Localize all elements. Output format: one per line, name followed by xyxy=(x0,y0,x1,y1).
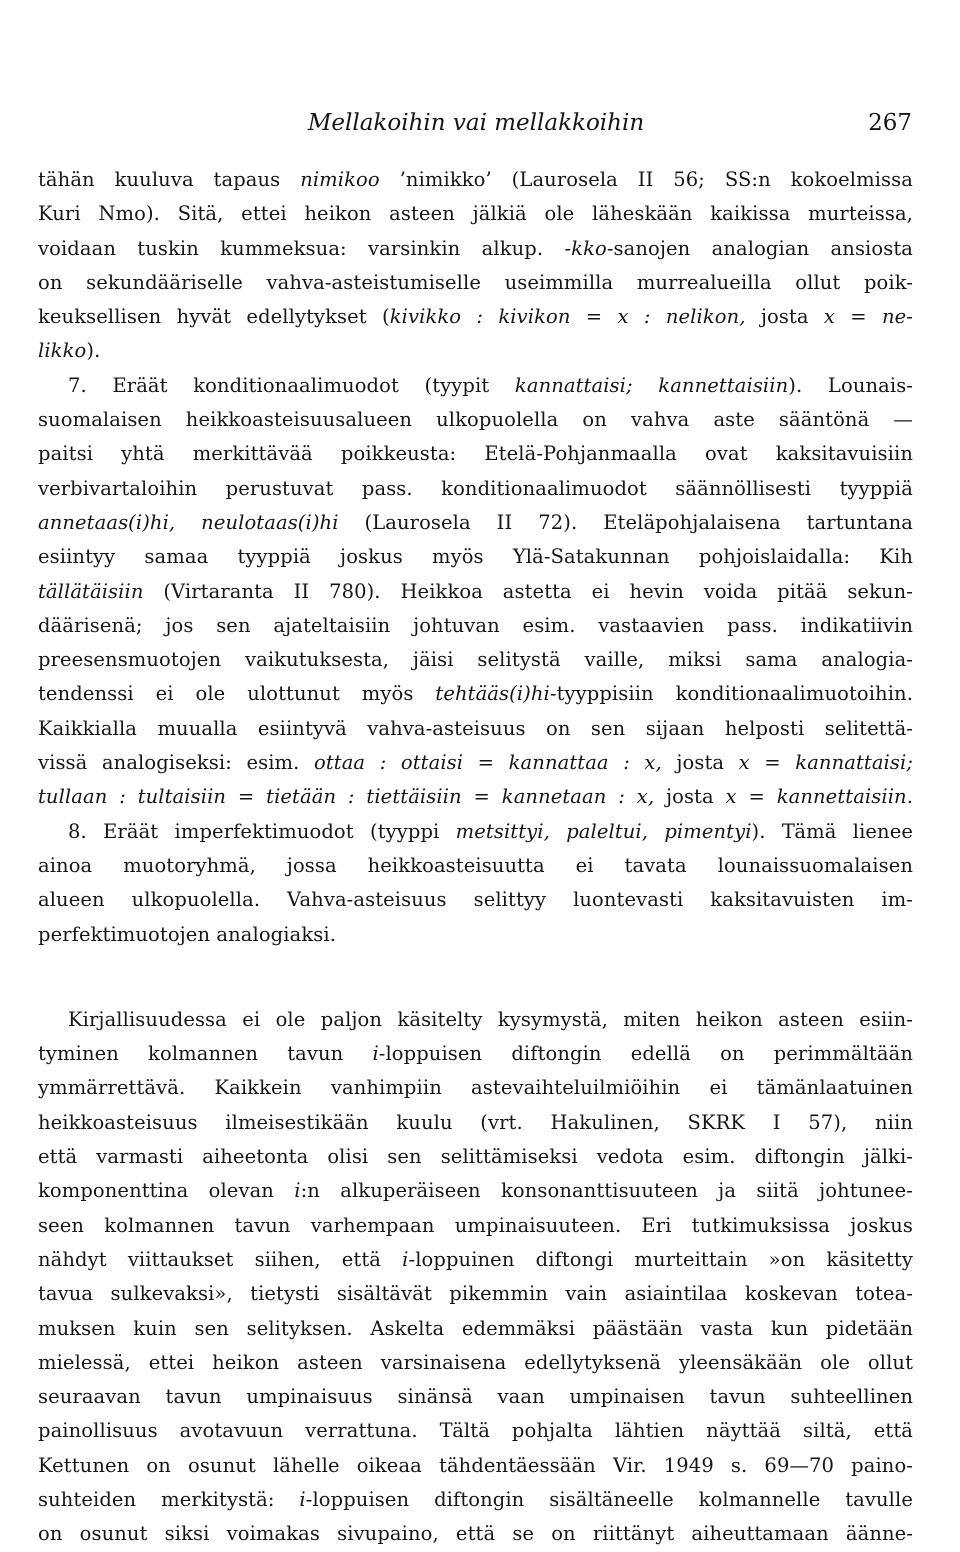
text-line xyxy=(38,506,913,540)
text-segment: Kettunen on osunut lähelle oikeaa tähdentäessään Vir. 1949 s. 69—70 paino- xyxy=(38,1453,913,1477)
text-line xyxy=(38,1003,913,1037)
text-segment: ). Lounais- xyxy=(788,373,913,397)
text-line xyxy=(38,1312,913,1346)
text-line xyxy=(38,1346,913,1380)
text-line xyxy=(38,369,913,403)
italic-text: tullaan : tultaisiin = tietään : tiettäisiin = kannetaan : x, xyxy=(38,785,655,809)
text-segment: ymmärrettävä. Kaikkein vanhimpiin astevaihteluilmiöihin ei tämänlaatuinen xyxy=(38,1076,913,1100)
text-segment: 8. Eräät imperfektimuodot (tyyppi xyxy=(68,819,456,843)
text-segment: josta xyxy=(745,305,824,329)
text-line xyxy=(38,437,913,471)
text-segment: voidaan tuskin kummeksua: varsinkin alkup. xyxy=(38,236,565,260)
text-segment: -loppuinen diftongi murteittain »on käsitetty xyxy=(408,1247,913,1271)
italic-text: metsittyi, paleltui, pimentyi xyxy=(455,819,752,843)
text-segment: preesensmuotojen vaikutuksesta, jäisi selitystä vaille, miksi sama analogia- xyxy=(38,648,913,672)
text-line xyxy=(38,1174,913,1208)
italic-text: tällätäisiin xyxy=(38,579,144,603)
text-segment: ). Tämä lienee xyxy=(751,819,913,843)
text-line xyxy=(38,780,913,814)
text-segment: vissä analogiseksi: esim. xyxy=(38,751,314,775)
italic-text: -kko xyxy=(564,236,607,260)
running-title: Mellakoihin vai mellakkoihin xyxy=(307,110,645,136)
text-segment: tavua sulkevaksi», tietysti sisältävät pikemmin vain asiaintilaa koskevan totea- xyxy=(38,1282,913,1306)
text-line xyxy=(38,883,913,917)
text-line xyxy=(38,1277,913,1311)
italic-text: x = ne- xyxy=(823,305,913,329)
text-segment: josta xyxy=(661,751,739,775)
text-line xyxy=(38,1037,913,1071)
text-segment: Kuri Nmo). Sitä, ettei heikon asteen jälkiä ole läheskään kaikissa murteissa, xyxy=(38,202,913,226)
text-segment: (Virtaranta II 780). Heikkoa astetta ei hevin voida pitää sekun- xyxy=(143,579,913,603)
text-line xyxy=(38,1449,913,1483)
text-line xyxy=(38,163,913,197)
text-line xyxy=(38,1483,913,1517)
text-line xyxy=(38,575,913,609)
text-line xyxy=(38,232,913,266)
text-segment: josta xyxy=(654,785,726,809)
text-segment: on sekundääriselle vahva-asteistumiselle useimmilla murrealueilla ollut poik- xyxy=(38,270,913,294)
text-segment: muksen kuin sen selityksen. Askelta edemmäksi päästään vasta kun pidetään xyxy=(38,1316,913,1340)
text-line xyxy=(38,746,913,780)
text-segment: mielessä, ettei heikon asteen varsinaisena edellytyksenä yleensäkään ole ollut xyxy=(38,1350,913,1374)
text-segment: on osunut siksi voimakas sivupaino, että se on riittänyt aiheuttamaan äänne- xyxy=(38,1522,913,1546)
text-segment: heikkoasteisuus ilmeisestikään kuulu (vrt. Hakulinen, SKRK I 57), niin xyxy=(38,1110,913,1134)
text-segment: Kirjallisuudessa ei ole paljon käsitelty kysymystä, miten heikon asteen esiin- xyxy=(68,1007,913,1031)
text-line xyxy=(38,815,913,849)
paragraph-gap xyxy=(38,952,913,1003)
text-line xyxy=(38,266,913,300)
text-segment: -loppuisen diftongin sisältäneelle kolmannelle tavulle xyxy=(305,1487,913,1511)
italic-text: nimikoo xyxy=(300,168,380,191)
text-line xyxy=(38,712,913,746)
text-segment: seuraavan tavun umpinaisuus sinänsä vaan umpinaisen tavun suhteellinen xyxy=(38,1385,913,1409)
text-segment: ’nimikko’ (Laurosela II 56; SS:n kokoelmissa xyxy=(379,168,913,191)
text-segment: komponenttina olevan xyxy=(38,1179,295,1203)
text-segment: painollisuus avotavuun verrattuna. Tältä pohjalta lähtien näyttää siltä, että xyxy=(38,1419,913,1443)
text-line xyxy=(38,918,913,952)
text-line xyxy=(38,300,913,334)
text-segment: ). xyxy=(86,339,101,363)
text-line xyxy=(38,540,913,574)
text-segment: tähän kuuluva tapaus xyxy=(38,168,301,191)
text-line xyxy=(38,1071,913,1105)
italic-text: kivikko : kivikon = x : nelikon, xyxy=(389,305,746,329)
text-segment: nähdyt viittaukset siihen, että xyxy=(38,1247,403,1271)
text-line xyxy=(38,1209,913,1243)
text-segment: -tyyppisiin konditionaalimuotoihin. xyxy=(549,682,914,706)
text-line xyxy=(38,1106,913,1140)
text-line xyxy=(38,677,913,711)
italic-text: i xyxy=(299,1487,306,1511)
text-segment: 7. Eräät konditionaalimuodot (tyypit xyxy=(68,373,515,397)
text-segment: däärisenä; jos sen ajateltaisiin johtuvan esim. vastaavien pass. indikatiivin xyxy=(38,613,913,637)
text-segment: tendenssi ei ole ulottunut myös xyxy=(38,682,436,706)
page-number: 267 xyxy=(868,110,912,136)
text-segment: että varmasti aiheetonta olisi sen selittämiseksi vedota esim. diftongin jälki- xyxy=(38,1145,913,1169)
italic-text: x = kannattaisi; xyxy=(738,751,914,775)
text-line xyxy=(38,1243,913,1277)
text-line xyxy=(38,334,913,368)
italic-text: annetaas(i)hi, neulotaas(i)hi xyxy=(38,510,339,534)
text-segment: ainoa muotoryhmä, jossa heikkoasteisuutta ei tavata lounaissuomalaisen xyxy=(38,853,913,877)
italic-text: kannattaisi; kannettaisiin xyxy=(514,373,789,397)
text-segment: verbivartaloihin perustuvat pass. konditionaalimuodot säännöllisesti tyyppiä xyxy=(38,476,913,500)
text-segment: -loppuisen diftongin edellä on perimmältään xyxy=(378,1042,913,1066)
text-segment: Kaikkialla muualla esiintyvä vahva-asteisuus on sen sijaan helposti selitettä- xyxy=(38,716,913,740)
text-segment: (Laurosela II 72). Eteläpohjalaisena tartuntana xyxy=(338,510,914,534)
text-line xyxy=(38,472,913,506)
text-segment: seen kolmannen tavun varhempaan umpinaisuuteen. Eri tutkimuksissa joskus xyxy=(38,1213,913,1237)
text-line xyxy=(38,1380,913,1414)
italic-text: likko xyxy=(38,339,87,363)
page-header xyxy=(40,110,912,150)
italic-text: i xyxy=(402,1247,409,1271)
italic-text: x = kannettaisiin. xyxy=(725,785,913,809)
italic-text: i xyxy=(294,1179,301,1203)
text-line xyxy=(38,643,913,677)
italic-text: i xyxy=(372,1042,379,1066)
text-line xyxy=(38,1414,913,1448)
text-segment: paitsi yhtä merkittävää poikkeusta: Etelä-Pohjanmaalla ovat kaksitavuisiin xyxy=(38,442,913,466)
text-segment: suhteiden merkitystä: xyxy=(38,1487,300,1511)
text-segment: perfektimuotojen analogiaksi. xyxy=(38,922,336,946)
text-segment: suomalaisen heikkoasteisuusalueen ulkopuolella on vahva aste sääntönä — xyxy=(38,408,913,432)
text-line xyxy=(38,1517,913,1551)
text-segment: :n alkuperäiseen konsonanttisuuteen ja siitä johtunee- xyxy=(300,1179,913,1203)
text-segment: -sanojen analogian ansiosta xyxy=(606,236,913,260)
italic-text: ottaa : ottaisi = kannattaa : x, xyxy=(313,751,662,775)
body-text xyxy=(38,163,913,1552)
text-segment: keuksellisen hyvät edellytykset ( xyxy=(38,305,390,329)
text-line xyxy=(38,609,913,643)
text-segment: alueen ulkopuolella. Vahva-asteisuus selittyy luontevasti kaksitavuisten im- xyxy=(38,888,913,912)
text-segment: tyminen kolmannen tavun xyxy=(38,1042,373,1066)
text-segment: esiintyy samaa tyyppiä joskus myös Ylä-Satakunnan pohjoislaidalla: Kih xyxy=(38,545,913,569)
text-line xyxy=(38,197,913,231)
italic-text: tehtääs(i)hi xyxy=(435,682,550,706)
text-line xyxy=(38,849,913,883)
text-line xyxy=(38,1140,913,1174)
text-line xyxy=(38,403,913,437)
